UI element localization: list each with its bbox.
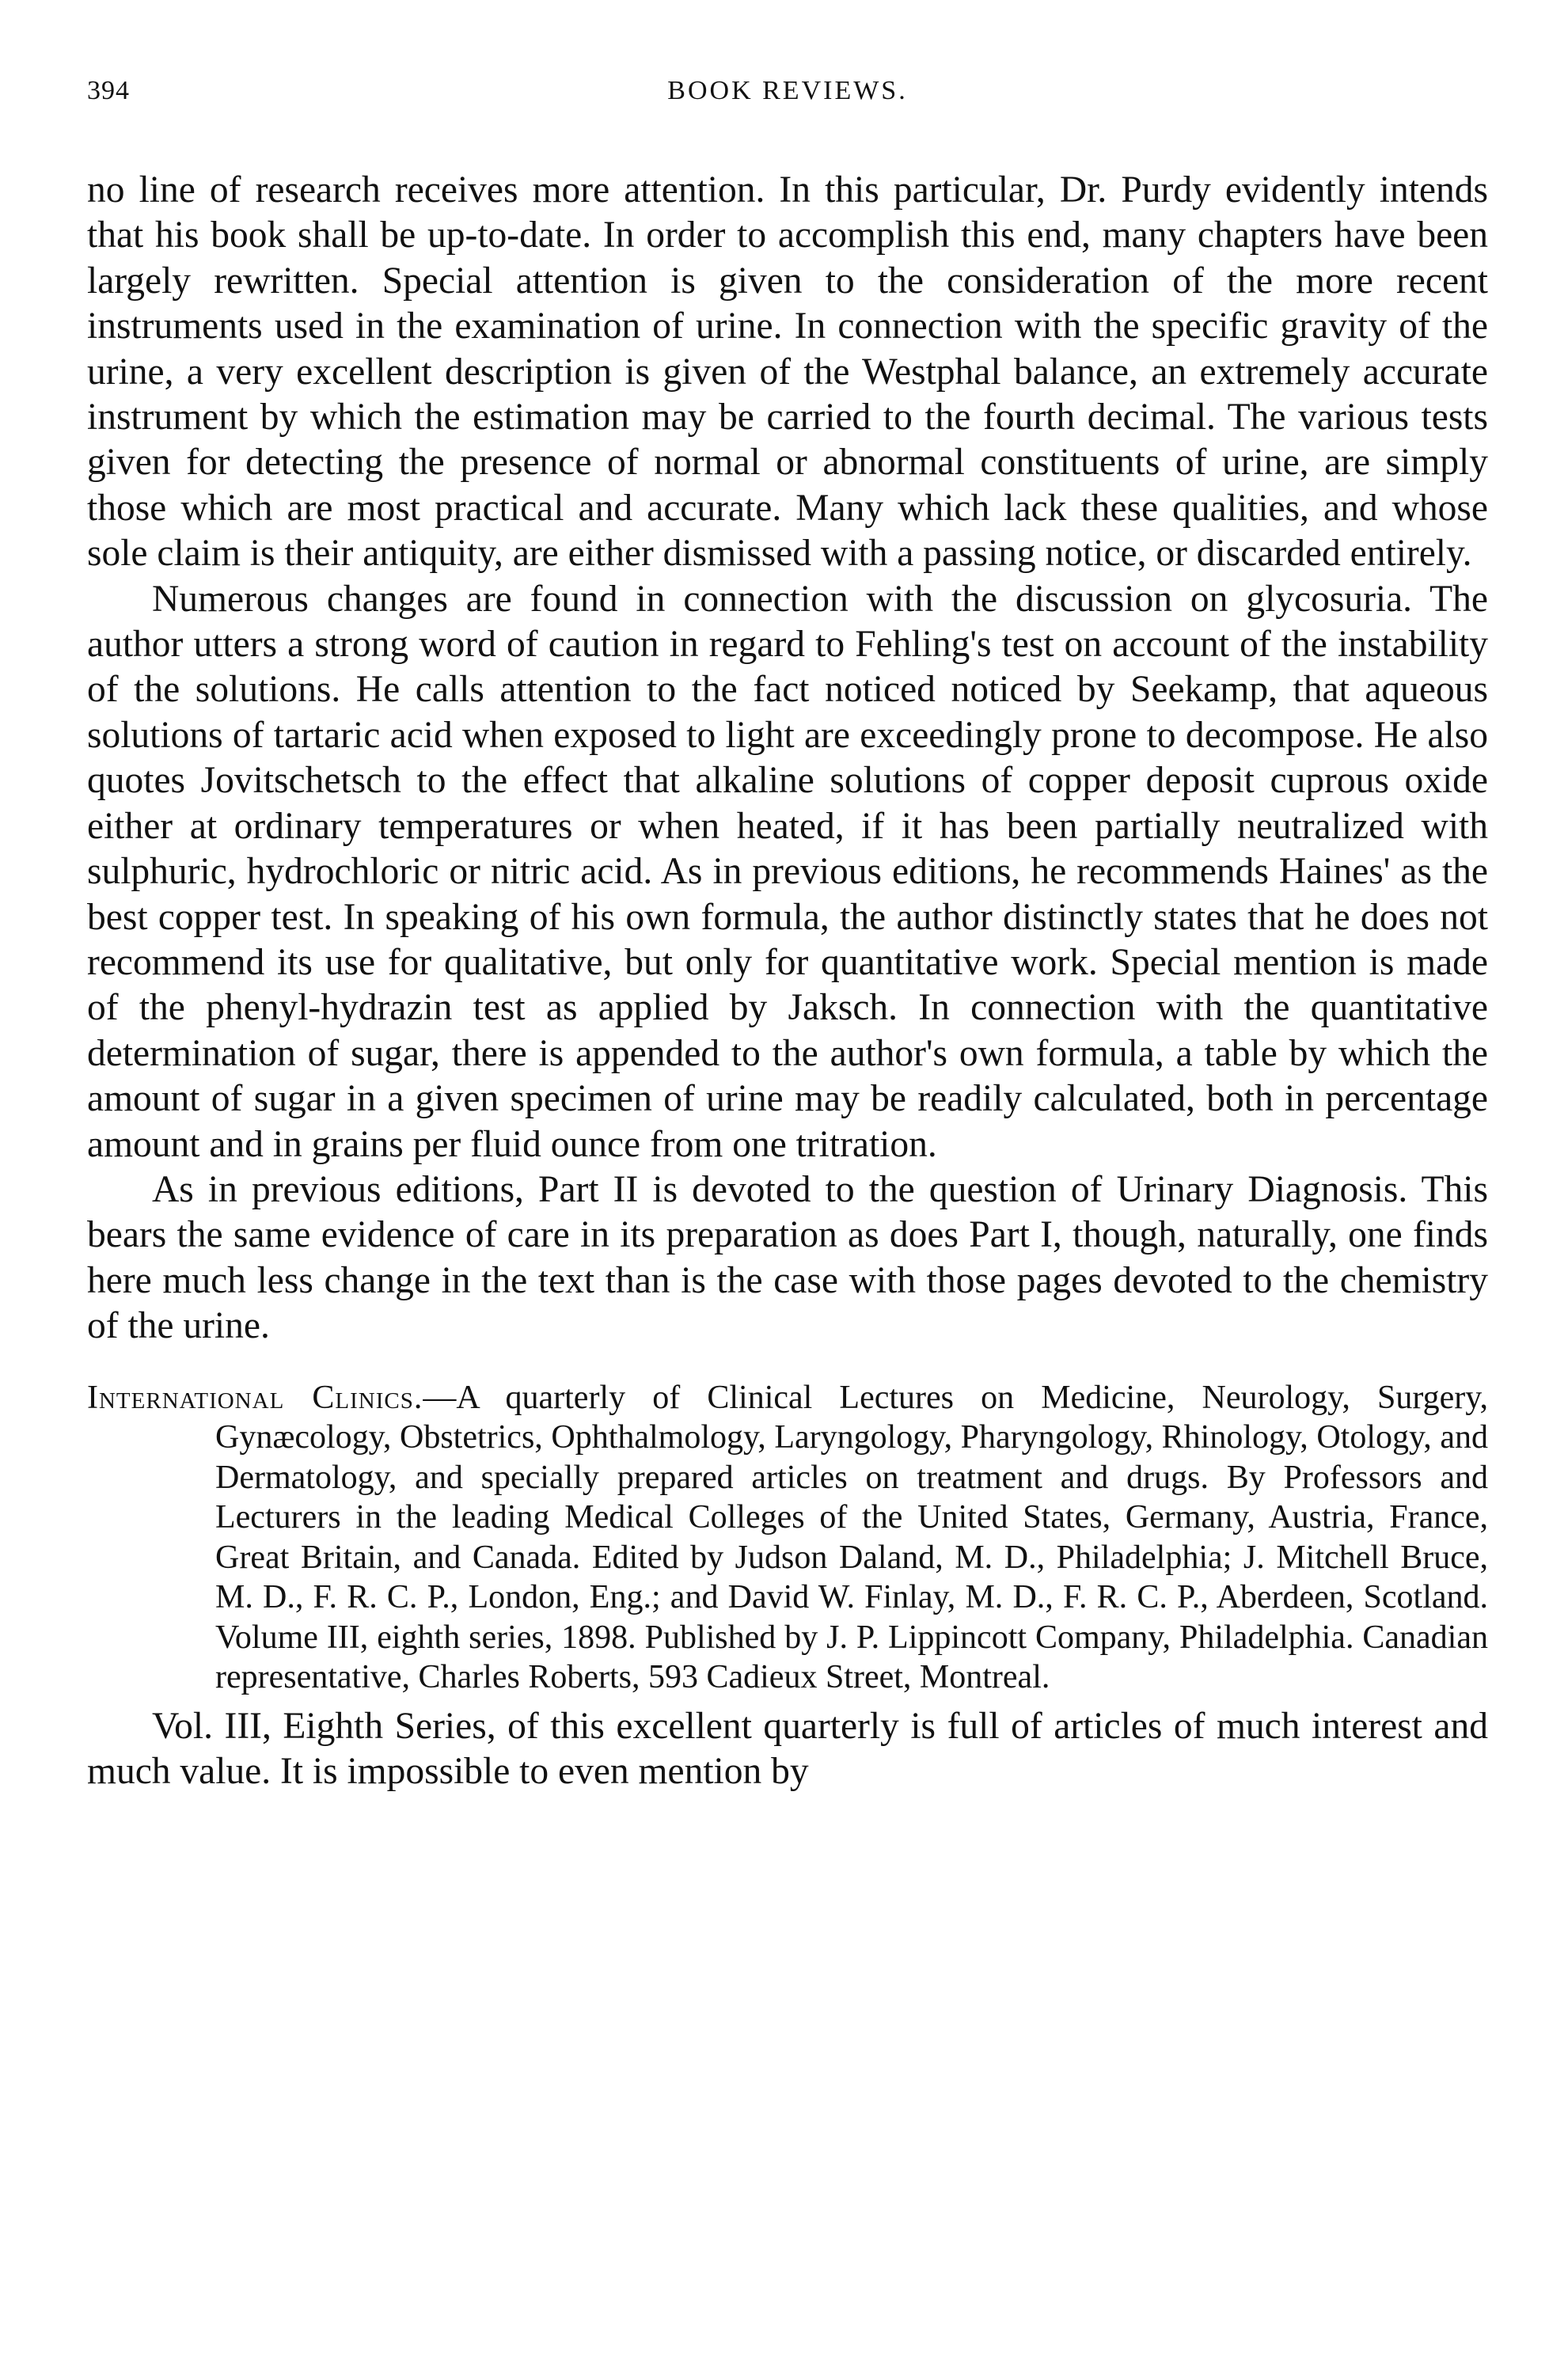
body-paragraph: As in previous editions, Part II is devoted to the question of Urinary Diagnosis. This bears the same evidence of care in its preparation as does Part I, though, naturally, one finds here much less change in the text than is the case with those pages devoted to the chemistry of the urine.: [87, 1168, 1488, 1347]
body-paragraph: Vol. III, Eighth Series, of this excellent quarterly is full of articles of much interest and much value. It is impossible to even mention by: [87, 1705, 1488, 1792]
review-continuation: [87, 168, 1488, 1350]
body-paragraph: no line of research receives more attention. In this particular, Dr. Purdy evidently intends that his book shall be up-to-date. In order to accomplish this end, many chapters have been largely rewritten. Special attention is given to the consideration of the more recent instruments used in the examination of urine. In connection with the specific gravity of the urine, a very excellent description is given of the Westphal balance, an extremely accurate instrument by which the estimation may be carried to the fourth decimal. The various tests given for detecting the presence of normal or abnormal constituents of urine, are simply those which are most practical and accurate. Many which lack these qualities, and whose sole claim is their antiquity, are either dismissed with a passing notice, or discarded entirely.: [87, 169, 1488, 575]
page-number: 394: [87, 76, 130, 105]
running-title: BOOK REVIEWS.: [667, 76, 908, 105]
review-citation-text: —A quarterly of Clinical Lectures on Medicine, Neurology, Surgery, Gynæcology, Obstetrics, Ophthalmology, Laryngology, Pharyngology, Rhinology, Otology, and Dermatology, and specially prepared articles on treatment and drugs. By Professors and Lecturers in the leading Medical Colleges of the United States, Germany, Austria, France, Great Britain, and Canada. Edited by Judson Daland, M. D., Philadelphia; J. Mitchell Bruce, M. D., F. R. C. P., London, Eng.; and David W. Finlay, M. D., F. R. C. P., Aberdeen, Scotland. Volume III, eighth series, 1898. Published by J. P. Lippincott Company, Philadelphia. Canadian representative, Charles Roberts, 593 Cadieux Street, Montreal.: [215, 1379, 1489, 1696]
review-citation: [87, 1378, 1488, 1698]
page: [87, 76, 1488, 1794]
running-head: [87, 76, 1488, 123]
review-title: International Clinics.: [87, 1379, 423, 1416]
review-body: [87, 1704, 1488, 1795]
body-paragraph: Numerous changes are found in connection with the discussion on glycosuria. The author utters a strong word of caution in regard to Fehling's test on account of the instability of the solutions. He calls attention to the fact noticed noticed by Seekamp, that aqueous solutions of tartaric acid when exposed to light are exceedingly prone to decompose. He also quotes Jovitschetsch to the effect that alkaline solutions of copper deposit cuprous oxide either at ordinary temperatures or when heated, if it has been partially neutralized with sulphuric, hydrochloric or nitric acid. As in previous editions, he recommends Haines' as the best copper test. In speaking of his own formula, the author distinctly states that he does not recommend its use for qualitative, but only for quantitative work. Special mention is made of the phenyl-hydrazin test as applied by Jaksch. In connection with the quantitative determination of sugar, there is appended to the author's own formula, a table by which the amount of sugar in a given specimen of urine may be readily calculated, both in percentage amount and in grains per fluid ounce from one tritration.: [87, 578, 1488, 1165]
